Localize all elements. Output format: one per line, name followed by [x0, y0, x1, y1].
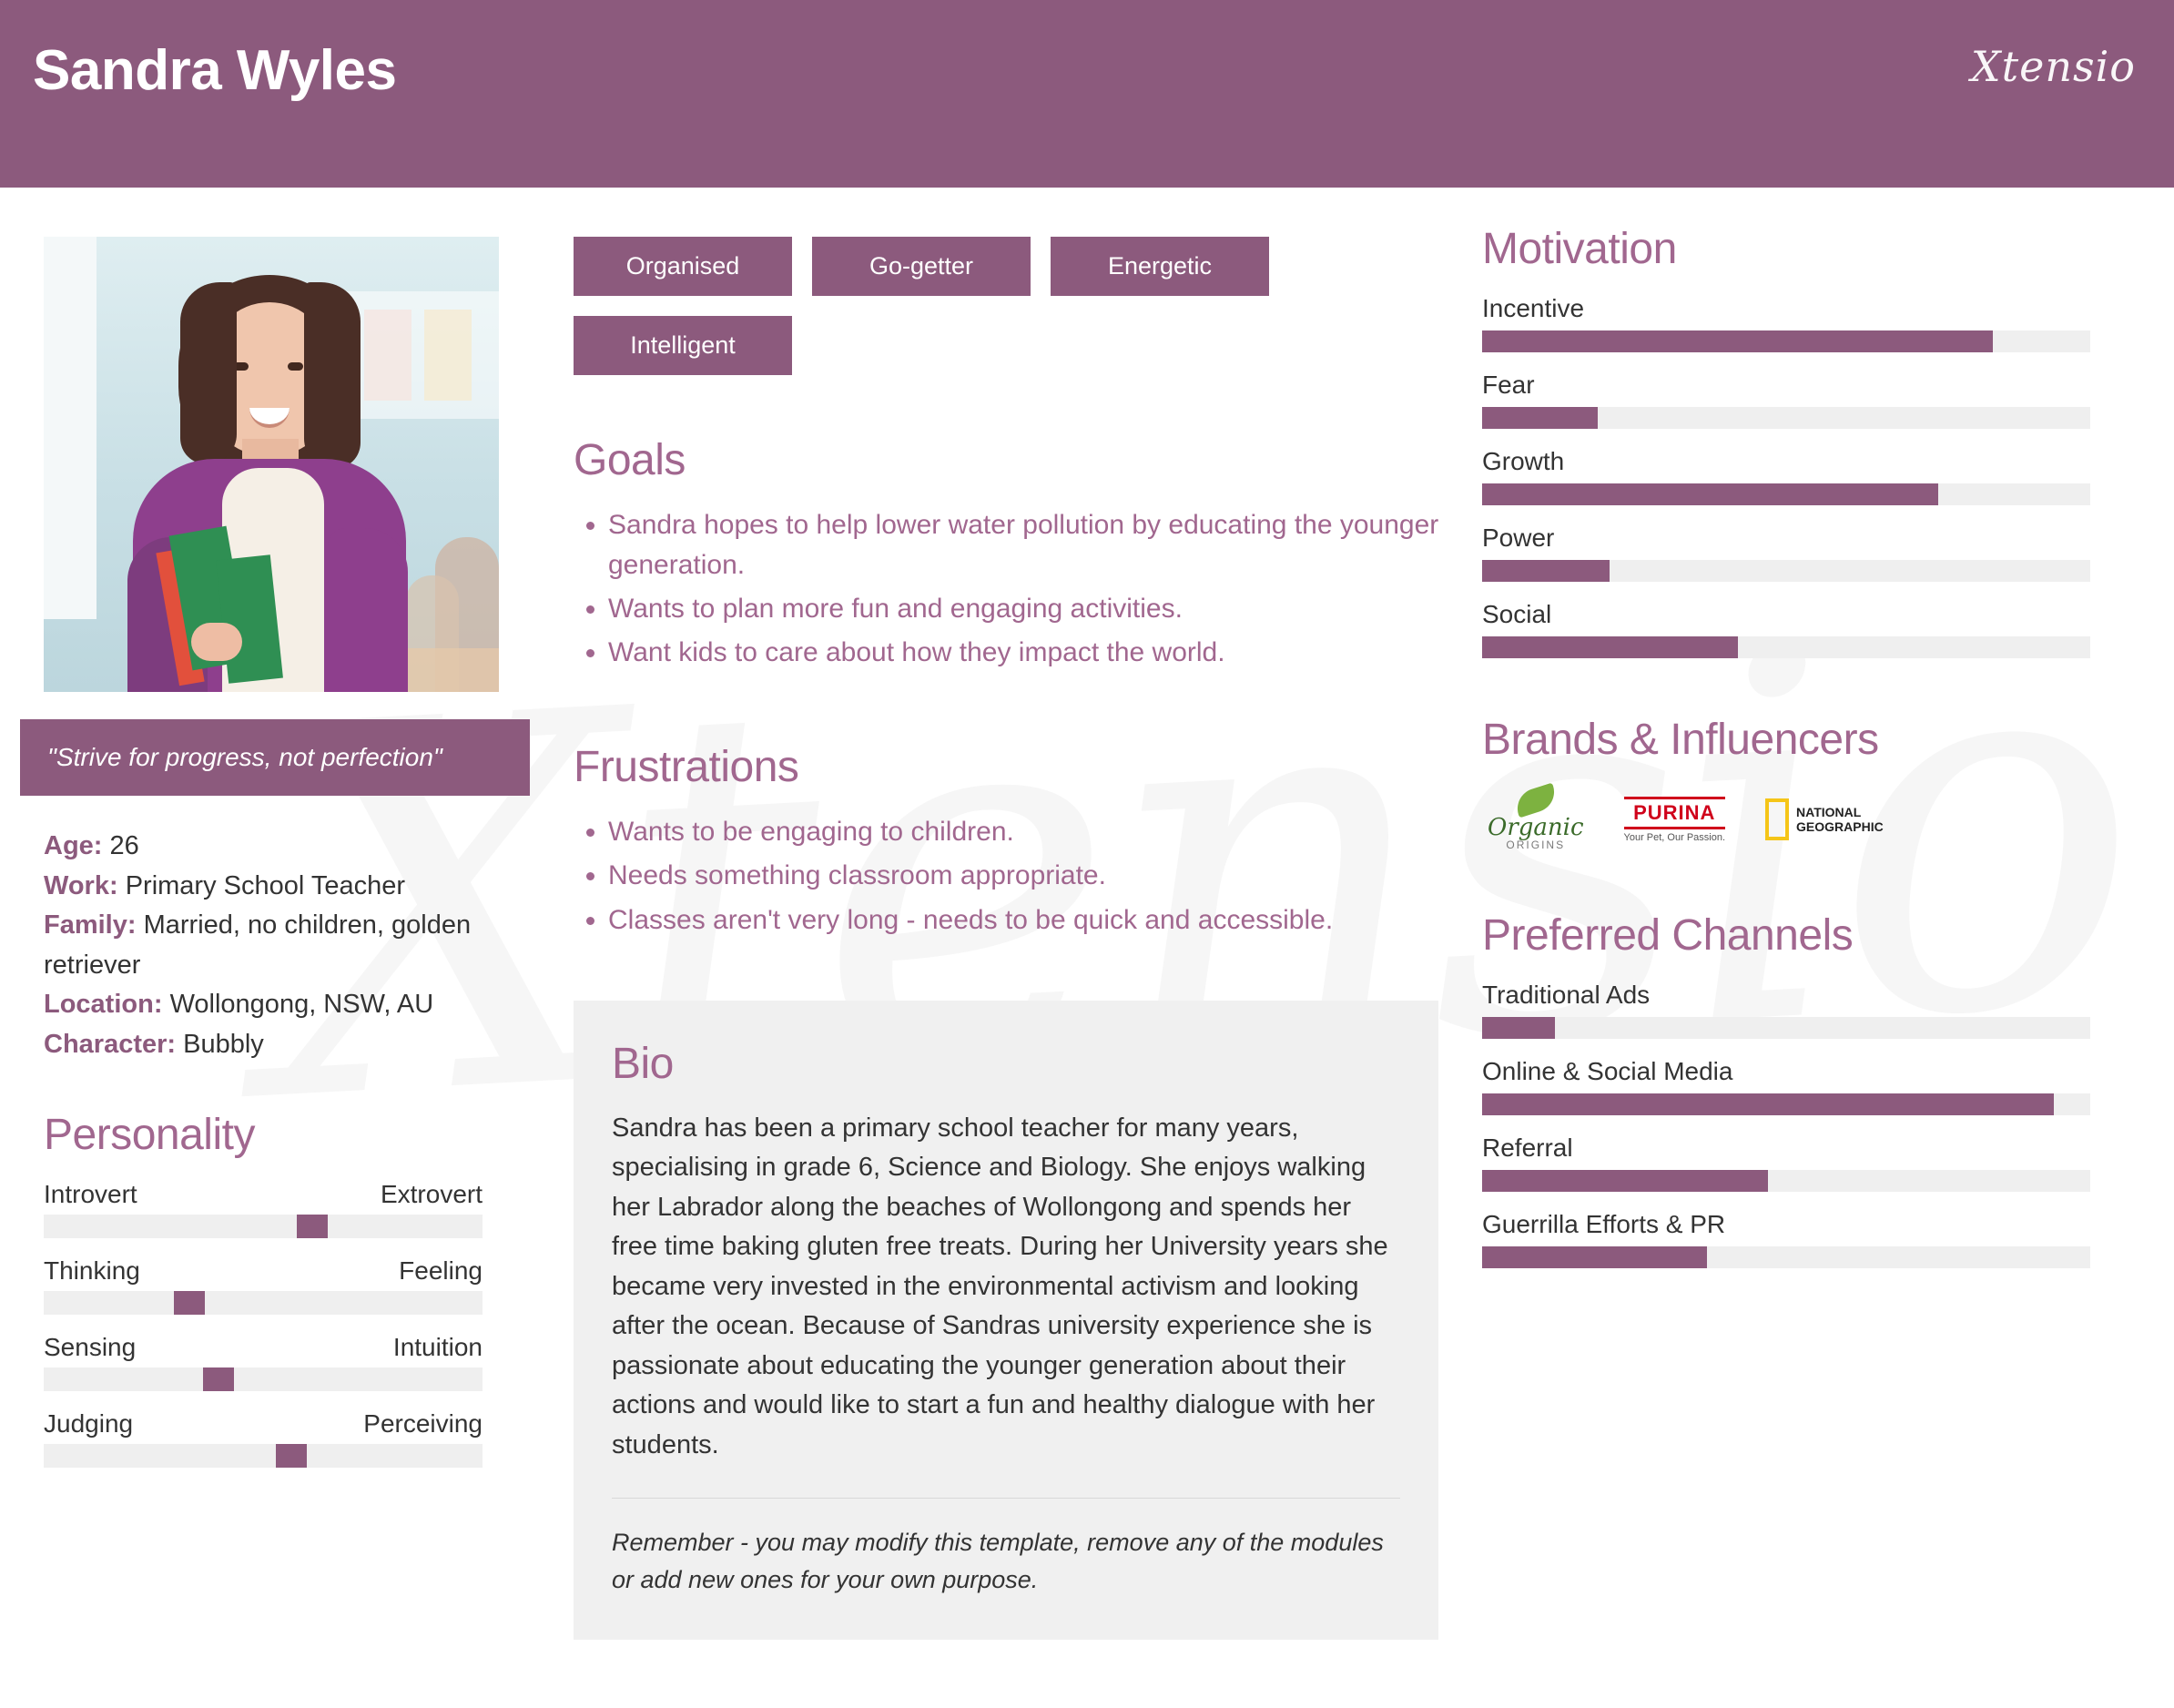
- persona-quote: "Strive for progress, not perfection": [20, 719, 530, 796]
- personality-slider-2[interactable]: [44, 1367, 483, 1391]
- motivation-label-fear: Fear: [1482, 371, 1535, 399]
- personality-slider-3[interactable]: [44, 1444, 483, 1468]
- frustrations-item: • Classes aren't very long - needs to be quick and accessible.: [608, 900, 1457, 940]
- page-title: Sandra Wyles: [33, 39, 397, 102]
- fact-family: [44, 906, 517, 985]
- persona-photo: [44, 237, 499, 692]
- channel-label-guerrilla-efforts-pr: Guerrilla Efforts & PR: [1482, 1210, 1726, 1238]
- natgeo-line1: NATIONAL: [1796, 804, 1862, 819]
- frustrations-item: • Wants to be engaging to children.: [608, 812, 1457, 852]
- personality-row-introvert-extrovert: [44, 1180, 483, 1238]
- middle-column: [546, 188, 1457, 1640]
- trait-tag-organised[interactable]: Organised: [574, 237, 792, 296]
- channels-section: [1482, 910, 2127, 1268]
- bio-note: Remember - you may modify this template, remove any of the modules or add new ones for your own purpose.: [612, 1529, 1384, 1593]
- motivation-fill-social: [1482, 636, 1738, 658]
- national-geographic-logo: [1765, 798, 1884, 840]
- bio-title: Bio: [612, 1039, 674, 1088]
- motivation-fill-fear: [1482, 407, 1598, 429]
- personality-slider-1[interactable]: [44, 1291, 483, 1315]
- motivation-track-growth[interactable]: [1482, 483, 2090, 505]
- channel-label-referral: Referral: [1482, 1134, 1573, 1162]
- fact-location-label: Location:: [44, 990, 163, 1019]
- purina-name: PURINA: [1624, 797, 1726, 829]
- frustrations-section: [574, 742, 1457, 940]
- motivation-section: [1482, 224, 2127, 658]
- personality-slider-thumb-2[interactable]: [203, 1367, 234, 1391]
- motivation-fill-growth: [1482, 483, 1938, 505]
- bio-text: Sandra has been a primary school teacher for many years, specialising in grade 6, Science and Biology. She enjoys walking her Labrador along the beaches of Wollongong and spends her free time baking gluten free treats. During her University years she became very invested in the environmental activism and looking after the ocean. Because of Sandras university experience she is passionate about educating the younger generation about their actions and would like to start a fun and healthy dialogue with her students.: [612, 1113, 1388, 1459]
- personality-slider-0[interactable]: [44, 1215, 483, 1238]
- fact-character-value: Bubbly: [183, 1029, 264, 1059]
- fact-age: [44, 827, 517, 867]
- personality-right-label-3: Perceiving: [363, 1409, 483, 1438]
- channel-track-traditional-ads[interactable]: [1482, 1017, 2090, 1039]
- channels-title: Preferred Channels: [1482, 911, 1854, 960]
- motivation-label-incentive: Incentive: [1482, 294, 1585, 322]
- fact-location: [44, 985, 517, 1025]
- personality-left-label-2: Sensing: [44, 1333, 137, 1361]
- trait-tag-go-getter[interactable]: Go-getter: [812, 237, 1031, 296]
- right-column: [1457, 188, 2174, 1640]
- motivation-fill-power: [1482, 560, 1610, 582]
- bio-section: [574, 1001, 1438, 1641]
- personality-slider-thumb-1[interactable]: [174, 1291, 205, 1315]
- goals-item: • Wants to plan more fun and engaging activities.: [608, 589, 1457, 629]
- motivation-label-growth: Growth: [1482, 447, 1565, 475]
- personality-left-label-0: Introvert: [44, 1180, 137, 1208]
- channel-label-online-social-media: Online & Social Media: [1482, 1057, 1733, 1085]
- personality-slider-thumb-3[interactable]: [276, 1444, 307, 1468]
- fact-family-label: Family:: [44, 910, 137, 940]
- brands-section: [1482, 715, 2127, 850]
- fact-work-label: Work:: [44, 870, 118, 900]
- fact-character-label: Character:: [44, 1029, 177, 1059]
- persona-content: [0, 188, 2174, 1640]
- personality-left-label-1: Thinking: [44, 1256, 140, 1285]
- fact-location-value: Wollongong, NSW, AU: [169, 990, 434, 1019]
- channel-track-referral[interactable]: [1482, 1170, 2090, 1192]
- persona-facts: [44, 827, 517, 1064]
- page-header: [0, 0, 2174, 188]
- frustrations-list: [574, 812, 1457, 940]
- xtensio-logo: Xtensio: [1970, 42, 2136, 91]
- channels-bars: [1482, 981, 2127, 1268]
- brands-title: Brands & Influencers: [1482, 716, 1879, 764]
- goals-list: [574, 505, 1457, 673]
- brands-logos: [1482, 788, 2127, 850]
- channel-track-guerrilla-efforts-pr[interactable]: [1482, 1246, 2090, 1268]
- goals-title: Goals: [574, 436, 686, 484]
- personality-right-label-1: Feeling: [399, 1256, 483, 1285]
- motivation-bars: [1482, 294, 2127, 658]
- channel-fill-online-social-media: [1482, 1093, 2054, 1115]
- leaf-icon: [1512, 783, 1559, 818]
- goals-item: • Want kids to care about how they impact the world.: [608, 633, 1457, 673]
- frustrations-title: Frustrations: [574, 743, 799, 792]
- personality-row-sensing-intuition: [44, 1333, 483, 1391]
- purina-logo: [1624, 797, 1726, 843]
- motivation-label-power: Power: [1482, 524, 1555, 552]
- frustrations-item: • Needs something classroom appropriate.: [608, 856, 1457, 896]
- fact-age-value: 26: [109, 831, 139, 860]
- personality-row-judging-perceiving: [44, 1409, 483, 1468]
- channel-fill-guerrilla-efforts-pr: [1482, 1246, 1707, 1268]
- motivation-title: Motivation: [1482, 225, 1677, 273]
- fact-age-label: Age:: [44, 831, 103, 860]
- motivation-label-social: Social: [1482, 600, 1552, 628]
- personality-section: [44, 1110, 546, 1468]
- channel-track-online-social-media[interactable]: [1482, 1093, 2090, 1115]
- personality-title: Personality: [44, 1111, 255, 1159]
- personality-row-thinking-feeling: [44, 1256, 483, 1315]
- organic-origins-logo: [1488, 788, 1584, 850]
- motivation-track-incentive[interactable]: [1482, 330, 2090, 352]
- motivation-fill-incentive: [1482, 330, 1993, 352]
- trait-tags: [574, 237, 1411, 375]
- organic-origins-sub: ORIGINS: [1506, 839, 1566, 851]
- motivation-track-social[interactable]: [1482, 636, 2090, 658]
- fact-character: [44, 1025, 517, 1065]
- trait-tag-energetic[interactable]: Energetic: [1051, 237, 1269, 296]
- goals-section: [574, 435, 1457, 673]
- fact-family-value: Married, no children, golden retriever: [44, 910, 472, 980]
- left-column: [0, 188, 546, 1640]
- channel-fill-traditional-ads: [1482, 1017, 1555, 1039]
- organic-origins-name: Organic: [1488, 814, 1584, 841]
- personality-slider-thumb-0[interactable]: [297, 1215, 328, 1238]
- personality-right-label-0: Extrovert: [380, 1180, 483, 1208]
- natgeo-line2: GEOGRAPHIC: [1796, 819, 1884, 834]
- goals-item: • Sandra hopes to help lower water pollution by educating the younger generation.: [608, 505, 1457, 585]
- motivation-track-power[interactable]: [1482, 560, 2090, 582]
- bio-divider: [612, 1498, 1400, 1499]
- natgeo-rectangle-icon: [1765, 798, 1789, 840]
- trait-tag-intelligent[interactable]: Intelligent: [574, 316, 792, 375]
- fact-work-value: Primary School Teacher: [125, 870, 406, 900]
- personality-right-label-2: Intuition: [392, 1333, 483, 1361]
- channel-label-traditional-ads: Traditional Ads: [1482, 981, 1651, 1009]
- fact-work: [44, 867, 517, 907]
- motivation-track-fear[interactable]: [1482, 407, 2090, 429]
- personality-left-label-3: Judging: [44, 1409, 134, 1438]
- channel-fill-referral: [1482, 1170, 1768, 1192]
- purina-tagline: Your Pet, Our Passion.: [1623, 831, 1726, 843]
